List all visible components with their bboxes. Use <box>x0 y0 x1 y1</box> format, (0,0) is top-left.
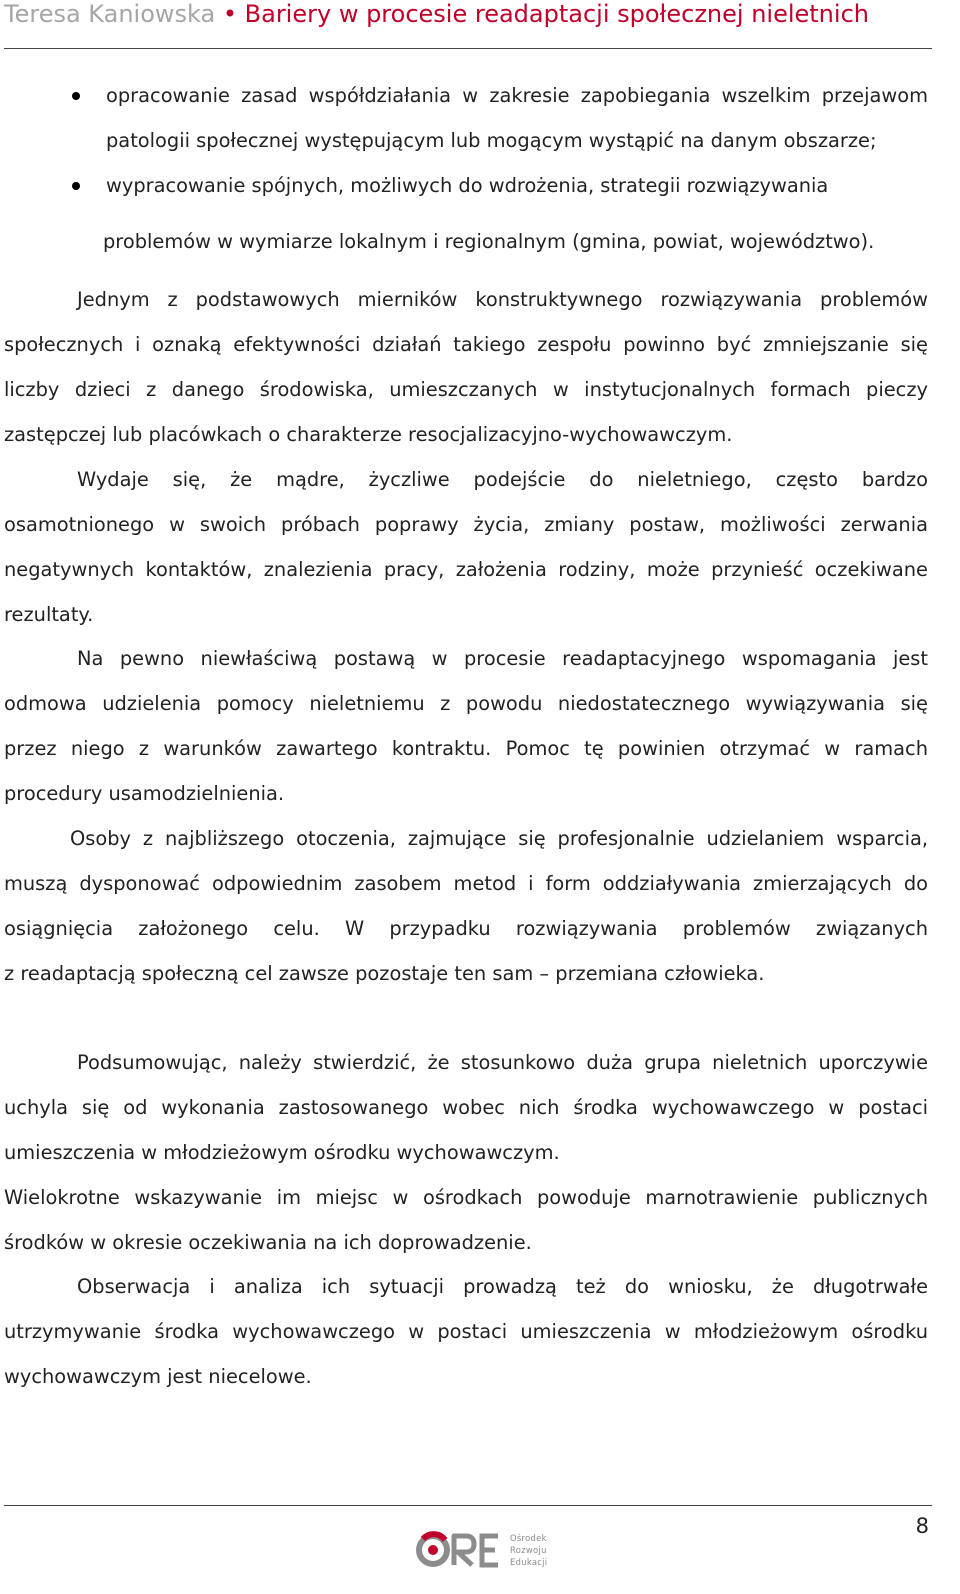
text-line: negatywnych kontaktów, znalezienia pracy, założenia rodziny, może przynieść oczekiwane <box>4 558 928 581</box>
text-line: Jednym z podstawowych mierników konstruktywnego rozwiązywania problemów <box>77 288 928 311</box>
text-line: Osoby z najbliższego otoczenia, zajmujące się profesjonalnie udzielaniem wsparcia, <box>70 827 928 850</box>
text-line: procedury usamodzielnienia. <box>4 782 285 805</box>
text-line: Wielokrotne wskazywanie im miejsc w ośrodkach powoduje marnotrawienie publicznych <box>4 1186 928 1209</box>
logo-word: Ośrodek <box>510 1533 547 1543</box>
text-line: Wydaje się, że mądre, życzliwe podejście do nieletniego, często bardzo <box>77 468 928 491</box>
text-line: umieszczenia w młodzieżowym ośrodku wychowawczym. <box>4 1141 560 1164</box>
text-line: problemów w wymiarze lokalnym i regionalnym (gmina, powiat, województwo). <box>103 230 875 253</box>
header-title: Bariery w procesie readaptacji społecznej nieletnich <box>244 0 869 28</box>
text-line: osamotnionego w swoich próbach poprawy życia, zmiany postaw, możliwości zerwania <box>4 513 928 536</box>
logo-word: Edukacji <box>510 1557 548 1567</box>
footer-rule <box>4 1505 932 1506</box>
page-number: 8 <box>915 1514 929 1538</box>
header-rule <box>4 48 932 49</box>
logo-word: Rozwoju <box>510 1545 547 1555</box>
text-line: przez niego z warunków zawartego kontraktu. Pomoc tę powinien otrzymać w ramach <box>4 737 928 760</box>
text-line: muszą dysponować odpowiednim zasobem metod i form oddziaływania zmierzających do <box>4 872 928 895</box>
header-author: Teresa Kaniowska <box>4 0 216 28</box>
text-line: Obserwacja i analiza ich sytuacji prowadzą też do wniosku, że długotrwałe <box>77 1275 928 1298</box>
text-line: społecznych i oznaką efektywności działań takiego zespołu powinno być zmniejszanie się <box>4 333 928 356</box>
text-line: patologii społecznej występującym lub mogącym wystąpić na danym obszarze; <box>106 129 877 152</box>
running-header <box>4 0 869 30</box>
text-line: Na pewno niewłaściwą postawą w procesie readaptacyjnego wspomagania jest <box>77 647 928 670</box>
text-line: rezultaty. <box>4 603 94 626</box>
ore-logo-words <box>510 1532 547 1568</box>
text-line: uchyla się od wykonania zastosowanego wobec nich środka wychowawczego w postaci <box>4 1096 928 1119</box>
ore-logo <box>414 1528 554 1572</box>
text-line: odmowa udzielenia pomocy nieletniemu z powodu niedostatecznego wywiązywania się <box>4 692 928 715</box>
bullet-marker <box>72 182 80 190</box>
text-line: z readaptacją społeczną cel zawsze pozostaje ten sam – przemiana człowieka. <box>4 962 765 985</box>
text-line: wypracowanie spójnych, możliwych do wdrożenia, strategii rozwiązywania <box>106 174 829 197</box>
ore-logo-mark <box>414 1528 510 1572</box>
header-separator: • <box>222 0 237 28</box>
text-line: środków w okresie oczekiwania na ich doprowadzenie. <box>4 1231 532 1254</box>
text-line: zastępczej lub placówkach o charakterze resocjalizacyjno-wychowawczym. <box>4 423 733 446</box>
text-line: wychowawczym jest niecelowe. <box>4 1365 312 1388</box>
text-line: opracowanie zasad współdziałania w zakresie zapobiegania wszelkim przejawom <box>106 84 928 107</box>
text-line: liczby dzieci z danego środowiska, umieszczanych w instytucjonalnych formach pieczy <box>4 378 928 401</box>
text-line: utrzymywanie środka wychowawczego w postaci umieszczenia w młodzieżowym ośrodku <box>4 1320 928 1343</box>
text-line: osiągnięcia założonego celu. W przypadku rozwiązywania problemów związanych <box>4 917 928 940</box>
text-line: Podsumowując, należy stwierdzić, że stosunkowo duża grupa nieletnich uporczywie <box>77 1051 928 1074</box>
bullet-marker <box>72 92 80 100</box>
